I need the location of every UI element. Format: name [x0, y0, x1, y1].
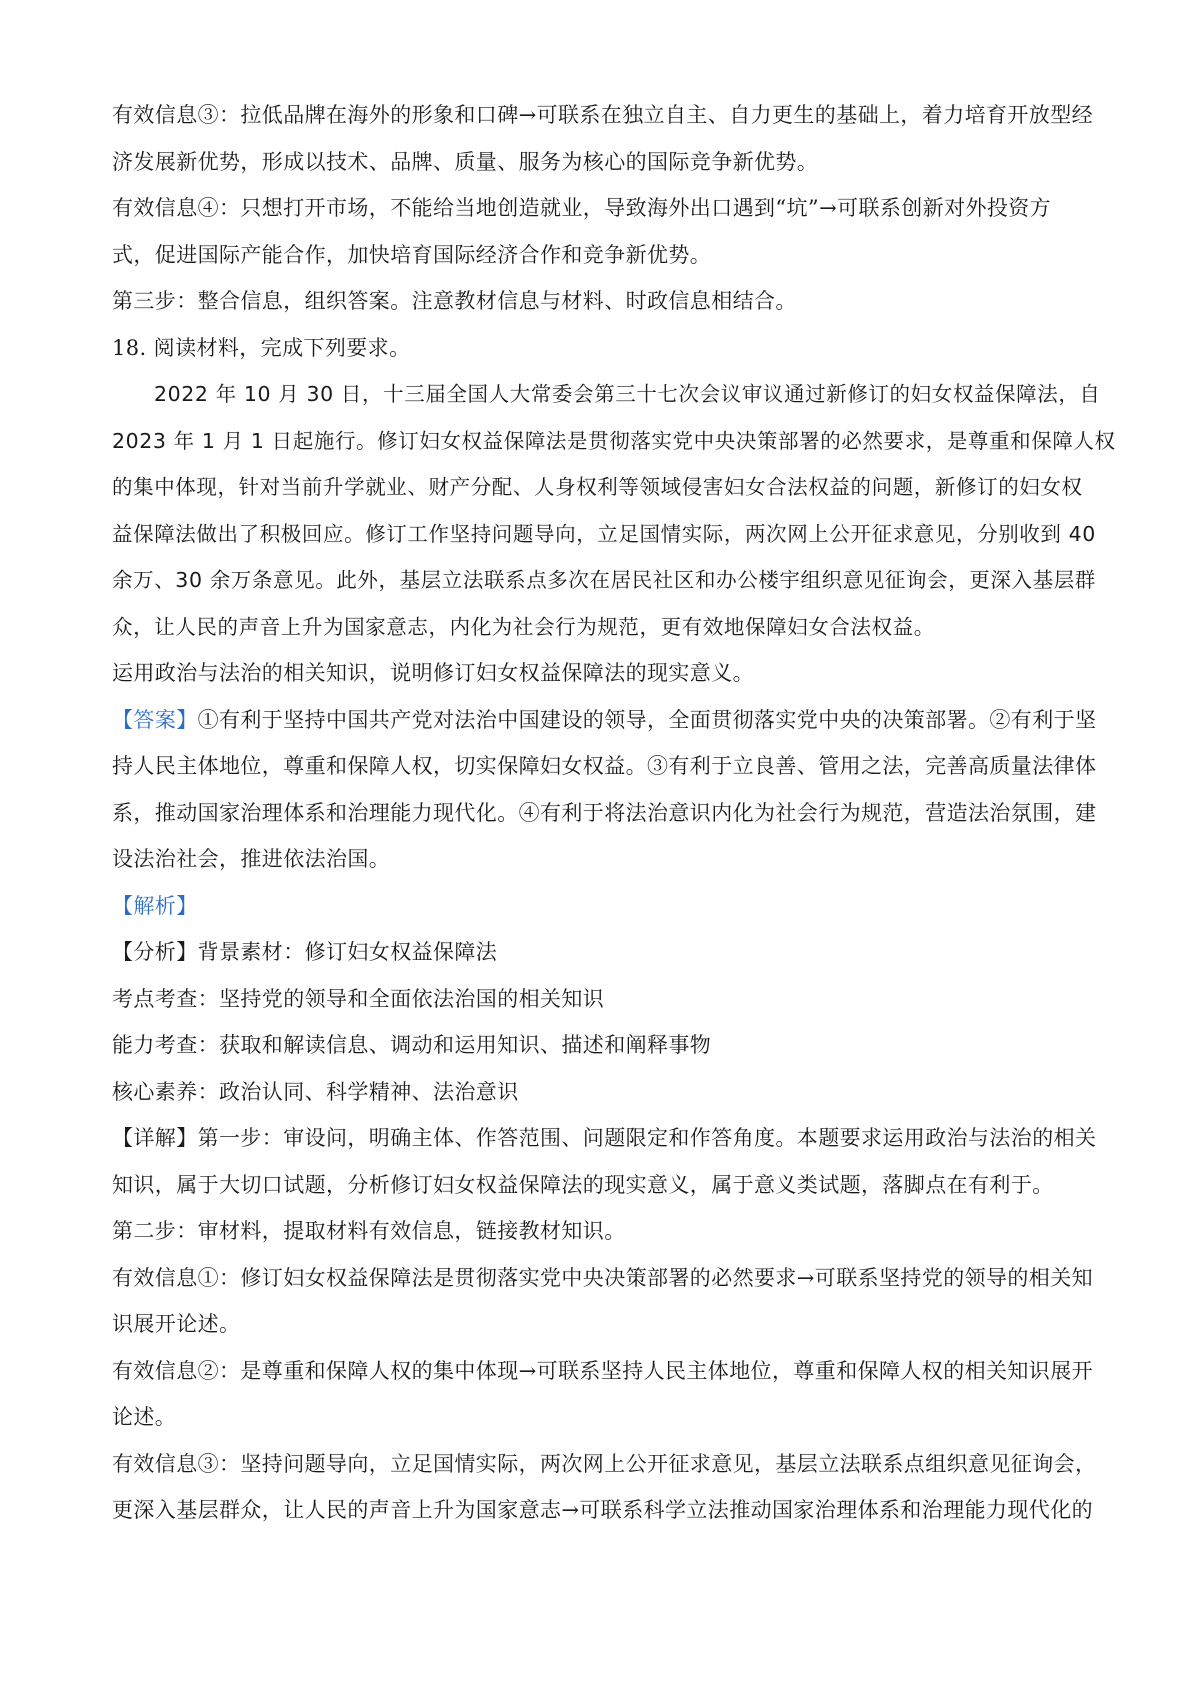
- analysis-line: 有效信息②：是尊重和保障人权的集中体现→可联系坚持人民主体地位，尊重和保障人权的相关知识展开: [112, 1358, 1093, 1383]
- answer-tag: 【答案】: [112, 707, 198, 732]
- text-line: 有效信息④：只想打开市场，不能给当地创造就业，导致海外出口遇到“坑”→可联系创新对外投资方: [112, 196, 1052, 220]
- document-page: [112, 92, 1116, 1534]
- answer-line: 持人民主体地位，尊重和保障人权，切实保障妇女权益。③有利于立良善、管用之法，完善高质量法律体: [112, 754, 1097, 778]
- analysis-line: 核心素养：政治认同、科学精神、法治意识: [112, 1079, 519, 1104]
- question-prompt: 运用政治与法治的相关知识，说明修订妇女权益保障法的现实意义。: [112, 661, 754, 685]
- analysis-line: 论述。: [112, 1405, 177, 1429]
- analysis-line: 能力考查：获取和解读信息、调动和运用知识、描述和阐释事物: [112, 1033, 712, 1057]
- material-line: 余万、30 余万条意见。此外，基层立法联系点多次在居民社区和办公楼宇组织意见征询会，更深入基层群: [112, 568, 1096, 592]
- answer-section: [112, 697, 1102, 883]
- analysis-line: 更深入基层群众，让人民的声音上升为国家意志→可联系科学立法推动国家治理体系和治理能力现代化的: [112, 1498, 1093, 1522]
- material-passage: [112, 371, 1116, 650]
- analysis-line: 第二步：审材料，提取材料有效信息，链接教材知识。: [112, 1219, 626, 1243]
- answer-line: 系，推动国家治理体系和治理能力现代化。④有利于将法治意识内化为社会行为规范，营造法治氛围，建: [112, 800, 1097, 825]
- material-line: 益保障法做出了积极回应。修订工作坚持问题导向，立足国情实际，两次网上公开征求意见，分别收到 40: [112, 521, 1096, 546]
- material-line: 2022 年 10 月 30 日，十三届全国人大常委会第三十七次会议审议通过新修订的妇女权益保障法，自: [154, 382, 1101, 406]
- analysis-line: 有效信息①：修订妇女权益保障法是贯彻落实党中央决策部署的必然要求→可联系坚持党的领导的相关知: [112, 1265, 1093, 1290]
- text-line: 式，促进国际产能合作，加快培育国际经济合作和竞争新优势。: [112, 242, 712, 267]
- text-line: 济发展新优势，形成以技术、品牌、质量、服务为核心的国际竞争新优势。: [112, 149, 819, 174]
- analysis-tag: 【解析】: [112, 893, 198, 918]
- material-line: 2023 年 1 月 1 日起施行。修订妇女权益保障法是贯彻落实党中央决策部署的必然要求，是尊重和保障人权: [112, 428, 1116, 453]
- text-line: 有效信息③：拉低品牌在海外的形象和口碑→可联系在独立自主、自力更生的基础上，着力培育开放型经: [112, 103, 1093, 127]
- analysis-line: 【详解】第一步：审设问，明确主体、作答范围、问题限定和作答角度。本题要求运用政治与法治的相关: [112, 1126, 1097, 1150]
- answer-line: 设法治社会，推进依法治国。: [112, 847, 391, 871]
- analysis-line: 有效信息③：坚持问题导向，立足国情实际，两次网上公开征求意见，基层立法联系点组织意见征询会，: [112, 1451, 1097, 1476]
- analysis-line: 知识，属于大切口试题，分析修订妇女权益保障法的现实意义，属于意义类试题，落脚点在有利于。: [112, 1172, 1054, 1197]
- analysis-line: 【分析】背景素材：修订妇女权益保障法: [112, 940, 498, 964]
- answer-text: ①有利于坚持中国共产党对法治中国建设的领导，全面贯彻落实党中央的决策部署。②有利于坚: [197, 707, 1097, 732]
- material-line: 众，让人民的声音上升为国家意志，内化为社会行为规范，更有效地保障妇女合法权益。: [112, 614, 935, 639]
- question-heading: 18. 阅读材料，完成下列要求。: [112, 335, 411, 360]
- answer-first-line: [112, 697, 1102, 744]
- material-line: 的集中体现，针对当前升学就业、财产分配、人身权利等领域侵害妇女合法权益的问题，新修订的妇女权: [112, 475, 1083, 499]
- text-line: 第三步：整合信息，组织答案。注意教材信息与材料、时政信息相结合。: [112, 289, 797, 313]
- analysis-line: 考点考查：坚持党的领导和全面依法治国的相关知识: [112, 986, 605, 1011]
- analysis-line: 识展开论述。: [112, 1312, 241, 1336]
- analysis-section: [112, 883, 1102, 1534]
